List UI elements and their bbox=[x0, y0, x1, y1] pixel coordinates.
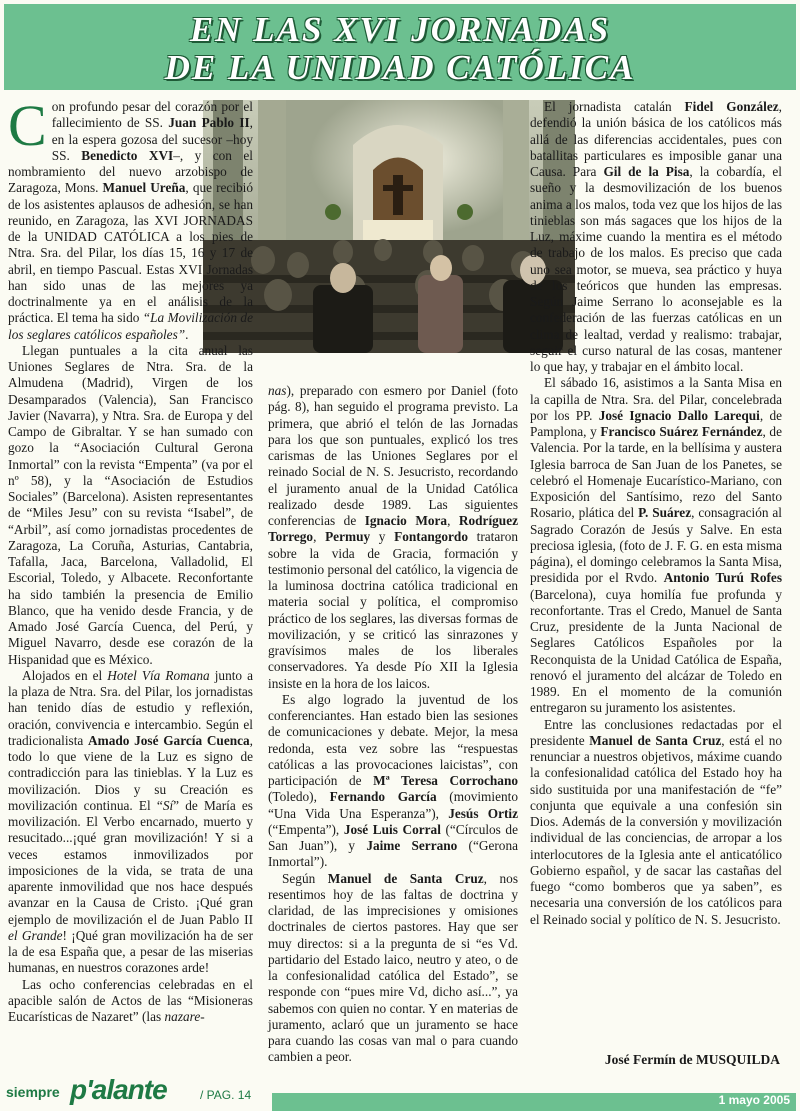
paragraph: Las ocho conferencias celebradas en el apacible salón de Actos de las “Misioneras Eucarísticas de Nazaret” (las nazare- bbox=[8, 976, 253, 1024]
footer-bar bbox=[272, 1093, 796, 1111]
article-column-2 bbox=[268, 383, 518, 1066]
article-column-1 bbox=[8, 93, 254, 1025]
title-line-2: DE LA UNIDAD CATÓLICA bbox=[164, 48, 636, 87]
paragraph: Es algo logrado la juventud de los conferenciantes. Han estado bien las sesiones de comunicaciones y debate. Mejor, la mesa redonda, esta vez sobre las “respuestas católicas a las provocaciones laicistas”, con participación de Mª Teresa Corrochano (Toledo), Fernando García (movimiento “Una Vida Una Esperanza”), Jesús Ortiz (“Empenta”), José Luis Corral (“Círculos de San Juan”), y Jaime Serrano (“Gerona Inmortal”). bbox=[268, 691, 519, 870]
drop-cap: C bbox=[8, 93, 47, 158]
author-signature: José Fermín de MUSQUILDA bbox=[604, 1052, 780, 1067]
paragraph: El jornadista catalán Fidel González, defendió la unión básica de los católicos más allá de las diferencias accidentales, pues con batallitas particulares es imposible ganar una Causa. Para Gil de la Pisa, la cobardía, el sueño y la desmovilización de los buenos anima a los malos, toda vez que los hijos de las tinieblas son más sagaces que los hijos de la Luz, máxime cuando la mentira es el método de trabajo de los malos. Es preciso que cada uno sea motor, se mueva, sea práctico y huya de los teóricos que hunden las empresas. Según Jaime Serrano lo aconsejable es la confederación de las fuerzas católicas en un clima de lealtad, verdad y realismo: trabajar, seguir el curso natural de las cosas, mantener lo que hay, y trabajar en el ámbito local. bbox=[530, 99, 783, 374]
paragraph: El sábado 16, asistimos a la Santa Misa en la capilla de Ntra. Sra. del Pilar, concelebrada por los PP. José Ignacio Dallo Larequi, de Pamplona, y Francisco Suárez Fernández, de Valencia. Por la tarde, en la bellísima y austera Iglesia barroca de San Juan de los Panetes, se celebró el Homenaje Eucarístico-Mariano, con Exposición del Santísimo, rezo del Santo Rosario, plática del P. Suárez, consagración al Sagrado Corazón de Jesús y Salve. En esta preciosa iglesia, (foto de J. F. G. en esta misma página), el domingo celebramos la Santa Misa, presidida por el Rvdo. Antonio Turú Rofes (Barcelona), cuya homilía fue profunda y reconfortante. Tras el Credo, Manuel de Santa Cruz, presidente de la Junta Nacional de Seglares Católicos Españoles por la Reconquista de la Unidad Católica de España, renovó el juramento del alcázar de Toledo en 1989. En el momento de la comunión entregaron su juramento los asistentes. bbox=[530, 375, 783, 716]
magazine-logo: p'alante bbox=[70, 1074, 167, 1105]
title-banner bbox=[4, 4, 796, 90]
church-interior-photo bbox=[203, 100, 575, 353]
paragraph: Con profundo pesar del corazón por el fallecimiento de SS. Juan Pablo II, en la espera gozosa del sucesor –hoy SS. Benedicto XVI–, y con el nombramiento del nuevo arzobispo de Zaragoza, Mons. Manuel Ureña, que recibió de los asistentes aplausos de adhesión, se han reunido, en Zaragoza, las XVI JORNADAS de la UNIDAD CATÓLICA a los pies de Ntra. Sra. del Pilar, los días 15, 16 y 17 de abril, en tiempo Pascual. Estas XVI Jornadas han sido unas de las mejores ya doctrinalmente ya en el análisis de la práctica. El tema ha sido “La Movilización de los seglares católicos españoles”. bbox=[8, 93, 254, 342]
issue-date: 1 mayo 2005 bbox=[718, 1093, 790, 1107]
article-column-3 bbox=[530, 99, 782, 928]
paragraph: Según Manuel de Santa Cruz, nos resentimos hoy de las faltas de doctrina y claridad, de las imprecisiones y omisiones doctrinales de ciertos pastores. Hay que ser muy directos: si a la pregunta de si “es Vd. partidario del Estado laico, neutro y ateo, o de la confesionalidad católica del Estado”, se responde con “pues mire Vd, dicho así...”, ya sabemos con quien no contar. Y en materias de juramento, aclaró que un juramento se hace para cuando las cosas van mal o para cuando cambien a peor. bbox=[268, 870, 519, 1065]
title-line-1: EN LAS XVI JORNADAS bbox=[189, 10, 611, 49]
page-number: / PAG. 14 bbox=[200, 1088, 252, 1102]
paragraph: Entre las conclusiones redactadas por el presidente Manuel de Santa Cruz, está el no renunciar a nuestros objetivos, máxime cuando la confesionalidad católica del Estado hoy ha sido sustituida por una manifestación de “fe” conjunta que equivale a una confesión sin Dios. Además de la conversión y movilización individual de las conciencias, de arropar a los interlocutores de la Iglesia ante el anticatólico Gobierno español, y de sacar las castañas del fuego “como bomberos que ya saben”, es necesaria una conversión de los católicos para el Reinado social y político de N. S. Jesucristo. bbox=[530, 716, 782, 927]
paragraph: Alojados en el Hotel Vía Romana junto a la plaza de Ntra. Sra. del Pilar, los jornadistas han tenido días de estudio y reflexión, oración, convivencia e intercambio. Según el tradicionalista Amado José García Cuenca, todo lo que viene de la Luz es signo de contradicción para las tinieblas. Y la Luz es movilización. Dios y su Creación es movilización continua. El “Sí” de María es movilización. El Verbo encarnado, muerto y resucitado...¡qué gran movilización! Y si a veces estamos inmovilizados por imposiciones de la vida, se trata de una aparente inmovilidad que nos hace después avanzar en la Causa de Cristo. ¡Qué gran ejemplo de movilización el de Juan Pablo II el Grande! ¡Qué gran movilización ha de ser la de esa España que, a pesar de las miserias humanas, en nuestros corazones arde! bbox=[8, 667, 254, 976]
magazine-logo-small: siempre bbox=[6, 1084, 60, 1100]
paragraph: nas), preparado con esmero por Daniel (foto pág. 8), han seguido el programa previsto. La primera, que abrió el telón de las Jornadas para los que son puntuales, explicó los tres carismas de las Uniones Seglares por el reinado Social de N. S. Jesucristo, recordando el juramento anual de la Unidad Católica realizado desde 1989. Las siguientes conferencias de Ignacio Mora, Rodríguez Torrego, Permuy y Fontangordo trataron sobre la vida de Gracia, formación y testimonio personal del católico, la vigencia de la luminosa doctrina católica tradicional en materia social y política, el compromiso práctico de los seglares, las diversas formas de movilización, y se criticó las sinrazones y gravísimos males de los liberales conservadores. Ya desde Pío XII la Iglesia insiste en la hora de los laicos. bbox=[268, 383, 518, 691]
paragraph: Llegan puntuales a la cita anual las Uniones Seglares de Ntra. Sra. de la Almudena (Madrid), Virgen de los Desamparados (Valencia), San Francisco Javier (Navarra), y Ntra. Sra. de Europa y del Campo de Gibraltar. Y se han sumado con gozo la “Asociación Cultural Gerona Inmortal” con la revista “Empenta” (va por el nº 58), y la “Asociación de Estudios Sociales” (Barcelona). Asisten representantes de “Miles Jesu” con su revista “Isabel”, de “Arbil”, así como jornadistas procedentes de Zaragoza, La Coruña, Asturias, Cantabria, Tafalla, Jaca, Barcelona, Valladolid, El Escorial, Toledo, y Albacete. Reconfortante ha sido también la presencia de Emilio Blanco, que ha venido desde Francia, y de Amado José García Cuenca, del Perú, y Miguel Navarro, desde ese corazón de la Hispanidad que es México. bbox=[8, 342, 253, 667]
